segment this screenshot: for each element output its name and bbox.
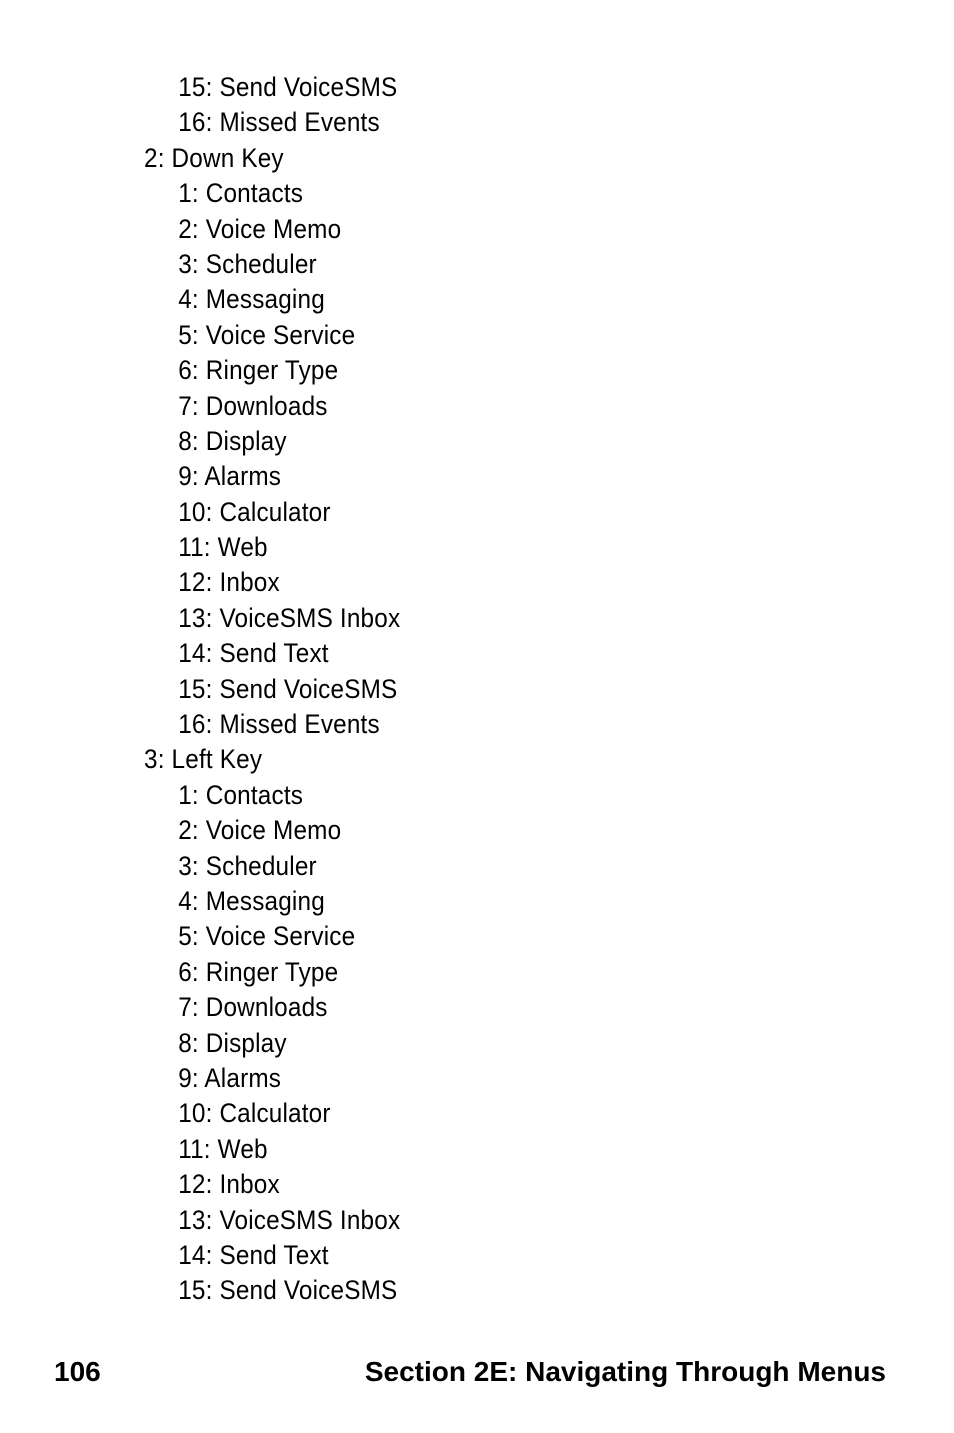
menu-item: 10: Calculator bbox=[178, 1098, 331, 1129]
menu-item: 11: Web bbox=[178, 532, 268, 563]
menu-item: 4: Messaging bbox=[178, 885, 325, 916]
menu-heading: 2: Down Key bbox=[144, 142, 284, 173]
menu-item: 12: Inbox bbox=[178, 567, 280, 598]
menu-item: 9: Alarms bbox=[178, 461, 282, 492]
menu-item: 13: VoiceSMS Inbox bbox=[178, 1204, 401, 1235]
page-footer bbox=[54, 1352, 886, 1392]
menu-item: 13: VoiceSMS Inbox bbox=[178, 602, 401, 633]
menu-item: 1: Contacts bbox=[178, 779, 304, 810]
menu-item: 8: Display bbox=[178, 1027, 287, 1058]
menu-item: 10: Calculator bbox=[178, 496, 331, 527]
menu-outline bbox=[0, 70, 445, 1309]
menu-item: 2: Voice Memo bbox=[178, 815, 342, 846]
menu-item: 14: Send Text bbox=[178, 1239, 329, 1270]
menu-item: 2: Voice Memo bbox=[178, 213, 342, 244]
menu-item: 15: Send VoiceSMS bbox=[178, 673, 398, 704]
menu-item: 12: Inbox bbox=[178, 1169, 280, 1200]
menu-item: 7: Downloads bbox=[178, 390, 328, 421]
menu-item: 16: Missed Events bbox=[178, 107, 380, 138]
menu-item: 8: Display bbox=[178, 425, 287, 456]
menu-item: 15: Send VoiceSMS bbox=[178, 72, 398, 102]
menu-item: 1: Contacts bbox=[178, 178, 304, 209]
menu-item: 3: Scheduler bbox=[178, 248, 317, 279]
menu-item: 5: Voice Service bbox=[178, 319, 356, 350]
menu-item: 6: Ringer Type bbox=[178, 355, 339, 386]
menu-heading: 3: Left Key bbox=[144, 744, 263, 775]
menu-item: 7: Downloads bbox=[178, 992, 328, 1023]
page-number: 106 bbox=[54, 1356, 101, 1387]
menu-item: 14: Send Text bbox=[178, 638, 329, 669]
menu-item: 15: Send VoiceSMS bbox=[178, 1275, 398, 1306]
menu-item: 9: Alarms bbox=[178, 1062, 282, 1093]
menu-item: 11: Web bbox=[178, 1133, 268, 1164]
menu-item: 16: Missed Events bbox=[178, 709, 380, 740]
menu-item: 4: Messaging bbox=[178, 284, 325, 315]
menu-item: 6: Ringer Type bbox=[178, 956, 339, 987]
menu-item: 3: Scheduler bbox=[178, 850, 317, 881]
menu-item: 5: Voice Service bbox=[178, 921, 356, 952]
section-title: Section 2E: Navigating Through Menus bbox=[364, 1356, 886, 1387]
